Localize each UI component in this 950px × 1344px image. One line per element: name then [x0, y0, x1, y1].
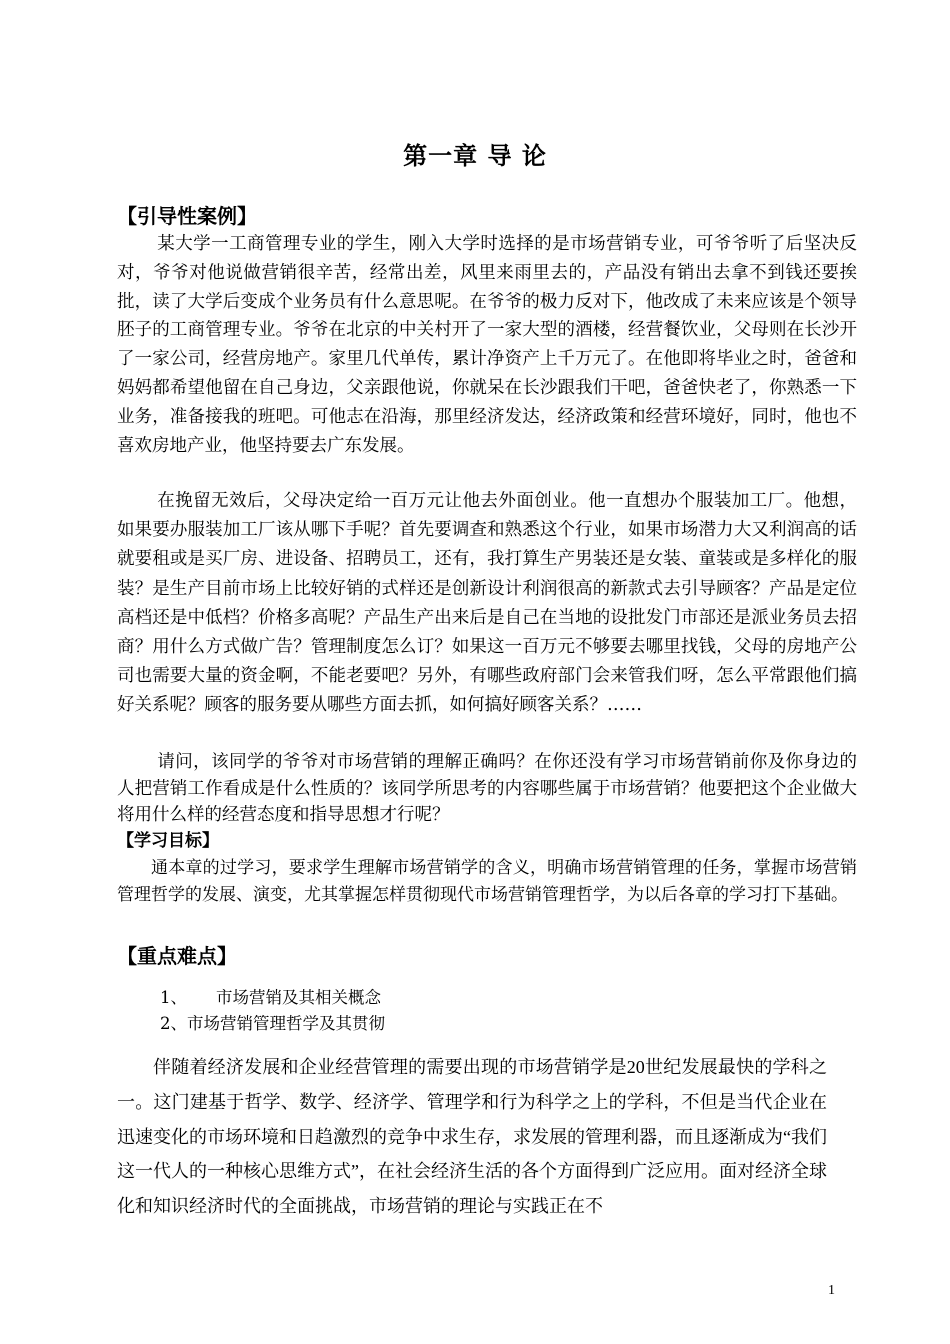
key-item-2: 2、市场营销管理哲学及其贯彻	[160, 1014, 385, 1033]
case-paragraph-3: 请问，该同学的爷爷对市场营销的理解正确吗？在你还没有学习市场营销前你及你身边的人把营销工作看成是什么性质的？该同学所思考的内容哪些属于市场营销？他要把这个企业做大将用什么样的经营态度和指导思想才行呢？	[117, 752, 857, 825]
page-number: 1	[828, 1283, 835, 1298]
key-item-1-number: 1、	[160, 988, 187, 1007]
case-heading: 【引导性案例】	[117, 204, 257, 228]
case-paragraph-1: 某大学一工商管理专业的学生，刚入大学时选择的是市场营销专业，可爷爷听了后坚决反对，爷爷对他说做营销很辛苦，经常出差，风里来雨里去的，产品没有销出去拿不到钱还要挨批，读了大学后变成个业务员有什么意思呢。在爷爷的极力反对下，他改成了未来应该是个领导胚子的工商管理专业。爷爷在北京的中关村开了一家大型的酒楼，经营餐饮业，父母则在长沙开了一家公司，经营房地产。家里几代单传，累计净资产上千万元了。在他即将毕业之时，爸爸和妈妈都希望他留在自己身边，父亲跟他说，你就呆在长沙跟我们干吧，爸爸快老了，你熟悉一下业务，准备接我的班吧。可他志在沿海，那里经济发达，经济政策和经营环境好，同时，他也不喜欢房地产业，他坚持要去广东发展。	[117, 234, 857, 456]
body-paragraph: 伴随着经济发展和企业经营管理的需要出现的市场营销学是20世纪发展最快的学科之一。这门建基于哲学、数学、经济学、管理学和行为科学之上的学科，不但是当代企业在迅速变化的市场环境和日趋激烈的竞争中求生存，求发展的管理利器，而且逐渐成为“我们这一代人的一种核心思维方式”，在社会经济生活的各个方面得到广泛应用。面对经济全球化和知识经济时代的全面挑战，市场营销的理论与实践正在不	[117, 1057, 827, 1217]
goal-paragraph: 通本章的过学习，要求学生理解市场营销学的含义，明确市场营销管理的任务，掌握市场营销管理哲学的发展、演变，尤其掌握怎样贯彻现代市场营销管理哲学，为以后各章的学习打下基础。	[117, 858, 857, 905]
key-item-1-text: 市场营销及其相关概念	[216, 988, 381, 1007]
key-heading: 【重点难点】	[117, 944, 237, 968]
case-paragraph-2: 在挽留无效后，父母决定给一百万元让他去外面创业。他一直想办个服装加工厂。他想，如果要办服装加工厂该从哪下手呢？首先要调查和熟悉这个行业，如果市场潜力大又利润高的话就要租或是买厂房、进设备、招聘员工，还有，我打算生产男装还是女装、童装或是多样化的服装？是生产目前市场上比较好销的式样还是创新设计利润很高的新款式去引导顾客？产品是定位高档还是中低档？价格多高呢？产品生产出来后是自己在当地的设批发门市部还是派业务员去招商？用什么方式做广告？管理制度怎么订？如果这一百万元不够要去哪里找钱，父母的房地产公司也需要大量的资金啊，不能老要吧？另外，有哪些政府部门会来管我们呀，怎么平常跟他们搞好关系呢？顾客的服务要从哪些方面去抓，如何搞好顾客关系？……	[117, 491, 857, 716]
goal-heading: 【学习目标】	[117, 831, 219, 851]
chapter-title: 第一章 导 论	[403, 142, 547, 170]
